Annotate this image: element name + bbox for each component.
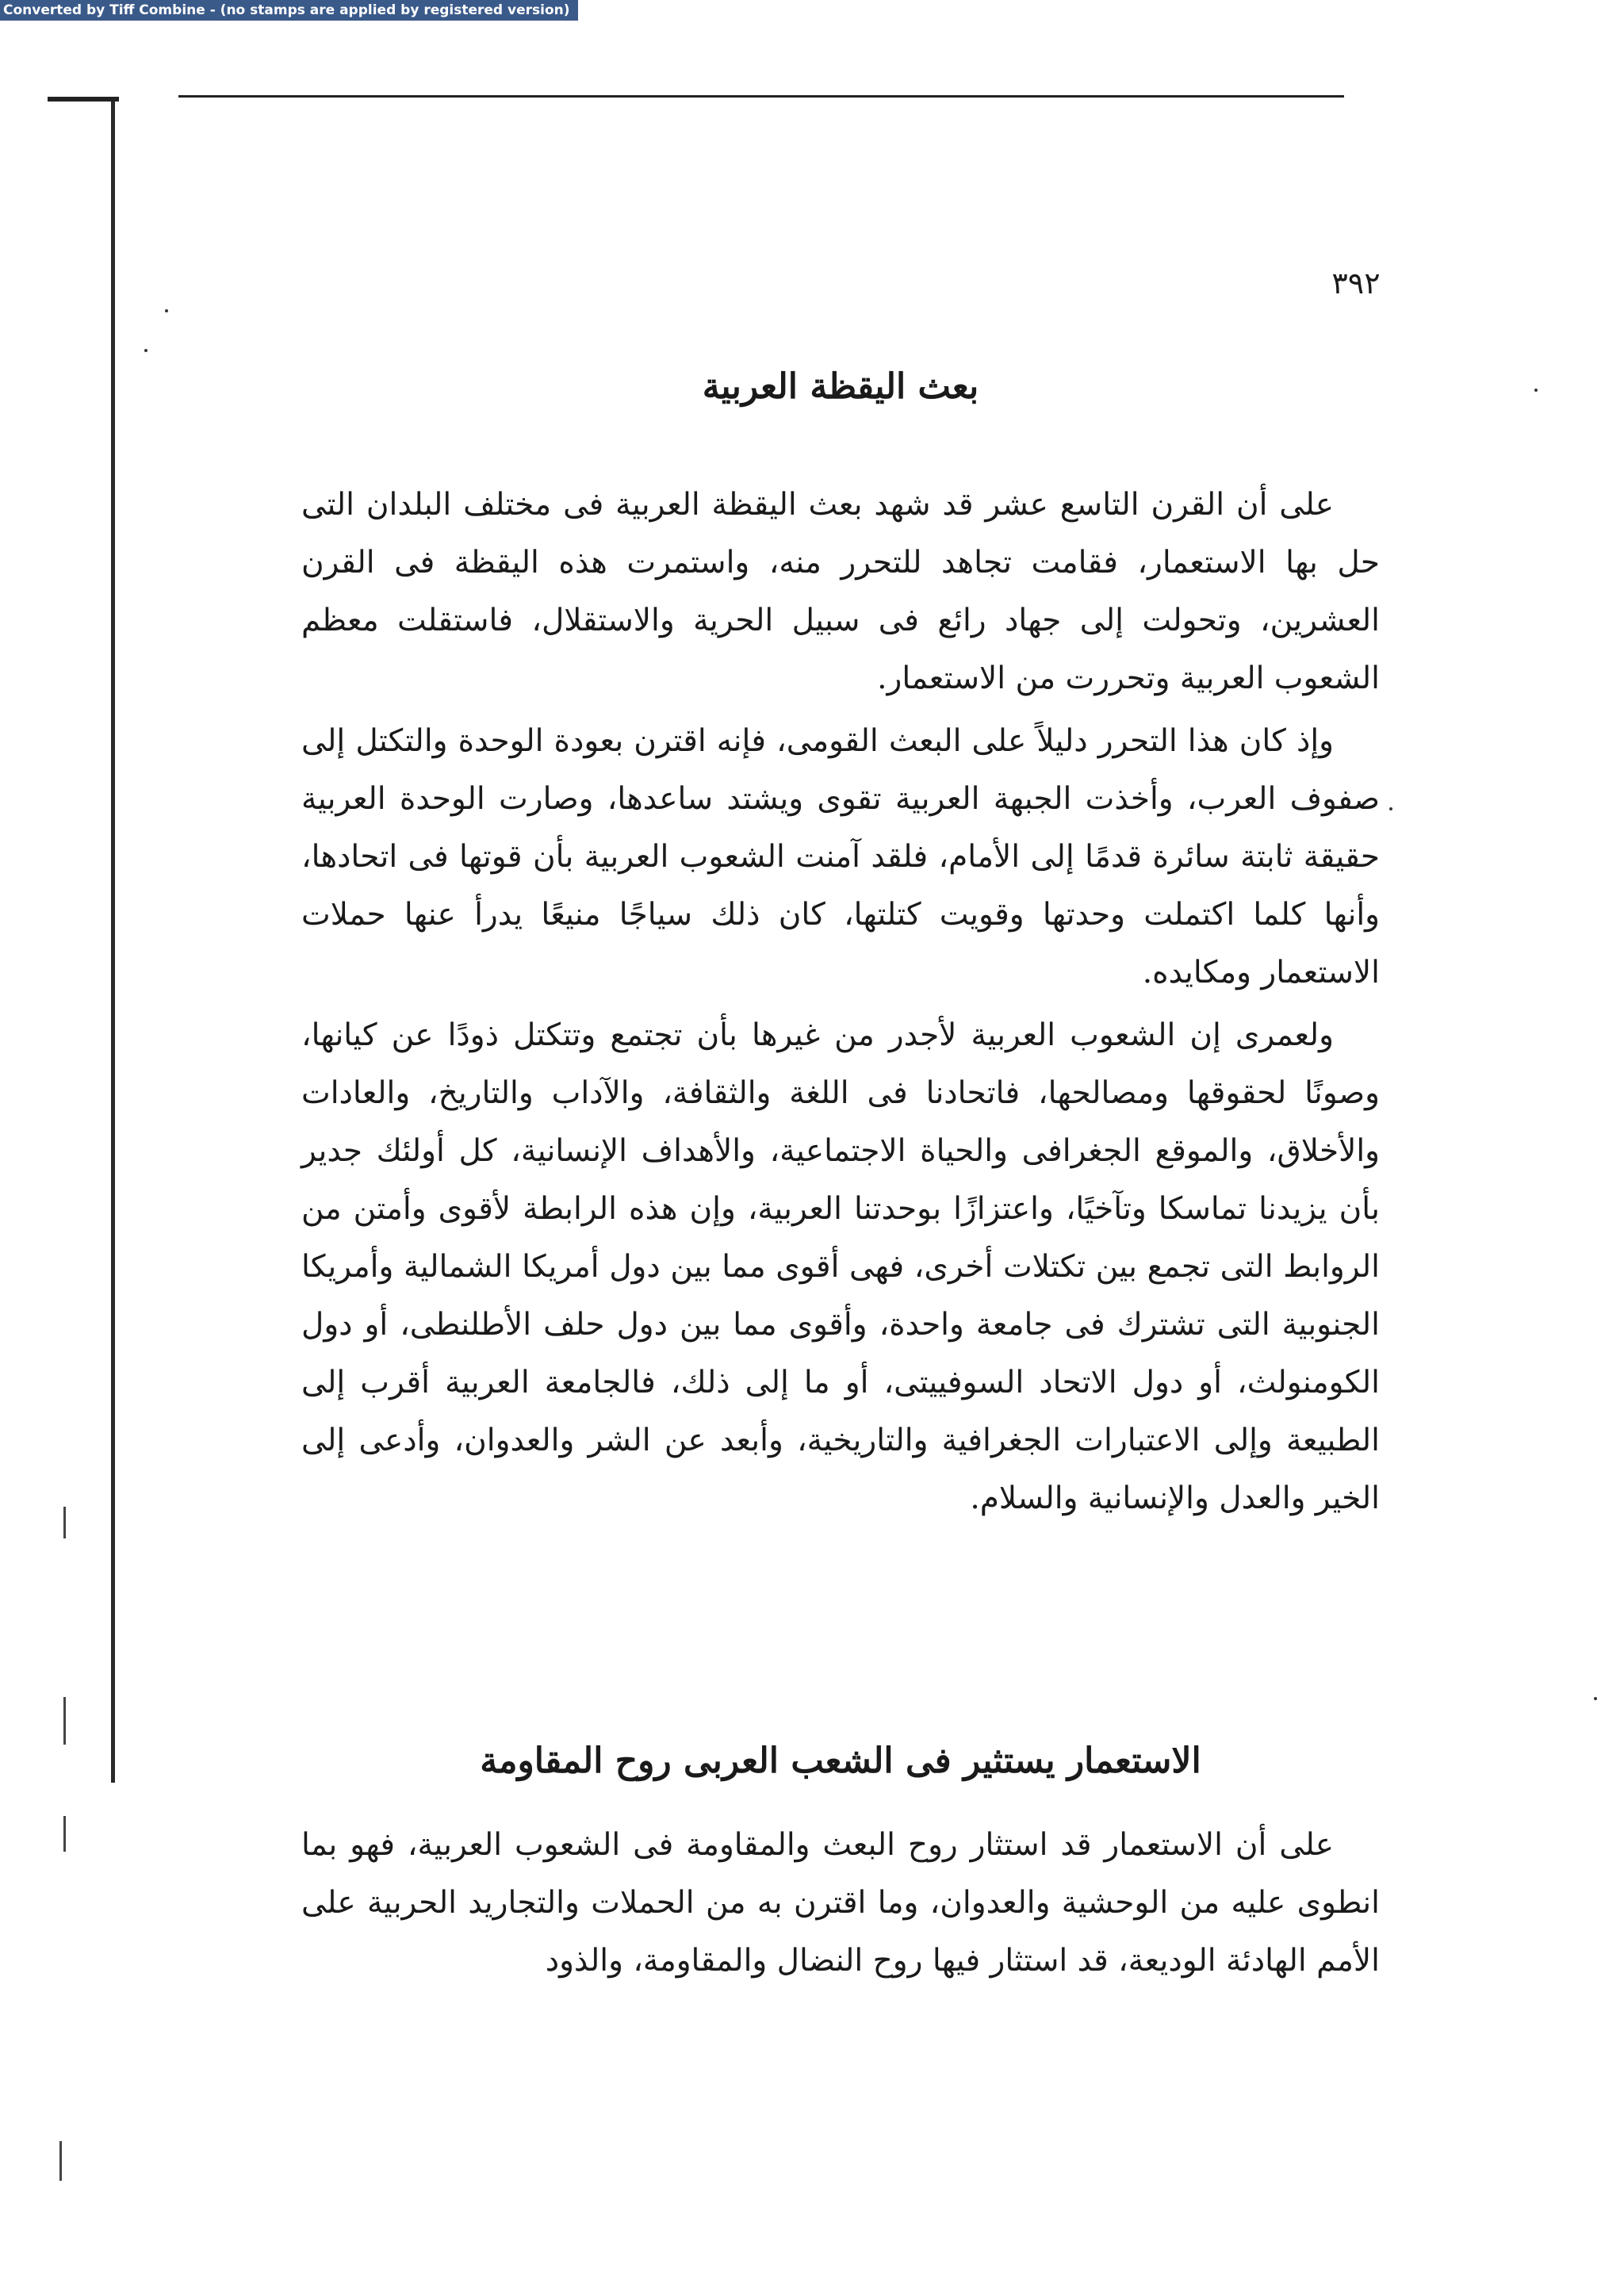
scan-mark (63, 1507, 66, 1538)
section-body-colonialism-resistance (301, 1816, 1380, 1994)
left-margin-tick (48, 97, 119, 102)
paragraph: ولعمرى إن الشعوب العربية لأجدر من غيرها بأن تجتمع وتتكتل ذودًا عن كيانها، وصونًا لحقوقها ومصالحها، فاتحادنا فى اللغة والثقافة، والآداب والتاريخ، والعادات والأخلاق، والموقع الجغرافى والحياة الاجتماعية، والأهداف الإنسانية، كل أولئك جدير بأن يزيدنا تماسكا وتآخيًا، واعتزازًا بوحدتنا العربية، وإن هذه الرابطة لأقوى وأمتن من الروابط التى تجمع بين تكتلات أخرى، فهى أقوى مما بين دول أمريكا الشمالية وأمريكا الجنوبية التى تشترك فى جامعة واحدة، وأقوى مما بين دول حلف الأطلنطى، أو دول الكومنولث، أو دول الاتحاد السوفييتى، أو ما إلى ذلك، فالجامعة العربية أقرب إلى الطبيعة وإلى الاعتبارات الجغرافية والتاريخية، وأبعد عن الشر والعدوان، وأدعى إلى الخير والعدل والإنسانية والسلام. (301, 1017, 1380, 1516)
scan-mark (59, 2141, 62, 2181)
scan-mark (63, 1816, 66, 1852)
scan-dot (1534, 389, 1538, 392)
left-margin-bar (111, 102, 115, 1783)
scan-mark (63, 1697, 66, 1745)
scan-dot (1389, 807, 1392, 810)
paragraph: وإذ كان هذا التحرر دليلاً على البعث القومى، فإنه اقترن بعودة الوحدة والتكتل إلى صفوف العرب، وأخذت الجبهة العربية تقوى ويشتد ساعدها، وصارت الوحدة العربية حقيقة ثابتة سائرة قدمًا إلى الأمام، فلقد آمنت الشعوب العربية بأن قوتها فى اتحادها، وأنها كلما اكتملت وحدتها وقويت كتلتها، كان ذلك سياجًا منيعًا يدرأ عنها حملات الاستعمار ومكايده. (301, 723, 1380, 990)
scan-dot (144, 349, 147, 352)
paragraph: على أن الاستعمار قد استثار روح البعث والمقاومة فى الشعوب العربية، فهو بما انطوى عليه من الوحشية والعدوان، وما اقترن به من الحملات والتجاريد الحربية على الأمم الهادئة الوديعة، قد استثار فيها روح النضال والمقاومة، والذود (301, 1827, 1380, 1979)
converter-watermark: Converted by Tiff Combine - (no stamps are applied by registered version) (0, 0, 578, 21)
paragraph: على أن القرن التاسع عشر قد شهد بعث اليقظة العربية فى مختلف البلدان التى حل بها الاستعمار، فقامت تجاهد للتحرر منه، واستمرت هذه اليقظة فى القرن العشرين، وتحولت إلى جهاد رائع فى سبيل الحرية والاستقلال، فاستقلت معظم الشعوب العربية وتحررت من الاستعمار. (301, 487, 1380, 696)
page-number: ٣٩٢ (1331, 266, 1381, 301)
section-body-arab-awakening (301, 476, 1380, 1532)
scan-dot (1594, 1697, 1597, 1700)
top-rule (178, 95, 1344, 98)
scan-dot (165, 309, 168, 312)
section-heading-arab-awakening: بعث اليقظة العربية (702, 366, 979, 407)
section-heading-colonialism-resistance: الاستعمار يستثير فى الشعب العربى روح المقاومة (480, 1741, 1201, 1781)
